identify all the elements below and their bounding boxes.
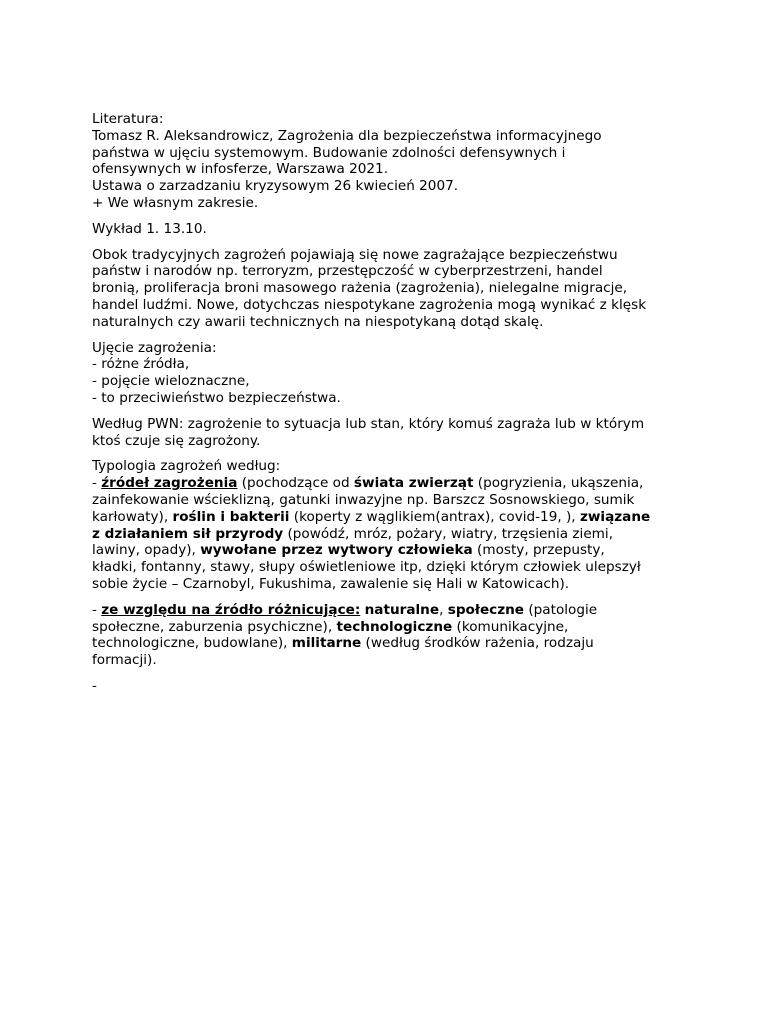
literature-line: Ustawa o zarzadzaniu kryzysowym 26 kwiecień 2007. — [92, 178, 459, 195]
literature-line: Tomasz R. Aleksandrowicz, Zagrożenia dla bezpieczeństwa informacyjnego — [92, 127, 602, 144]
literature-line: + We własnym zakresie. — [92, 194, 259, 211]
source-section — [92, 602, 682, 669]
typology-line — [92, 526, 682, 543]
source-line — [92, 602, 682, 619]
term-social: społeczne — [447, 601, 525, 618]
typology-line — [92, 542, 682, 559]
concept-list-item: - pojęcie wieloznaczne, — [92, 373, 250, 390]
text-run: technologiczne, budowlane), — [92, 635, 292, 652]
typology-line — [92, 475, 682, 492]
term-human-creations: wywołane przez wytwory człowieka — [200, 542, 473, 559]
literature-line: ofensywnych w infosferze, Warszawa 2021. — [92, 161, 389, 178]
intro-paragraph — [92, 247, 682, 331]
text-run: karłowaty), — [92, 508, 173, 525]
intro-line: handel ludźmi. Nowe, dotychczas niespotykane zagrożenia mogą wynikać z klęsk — [92, 296, 647, 313]
dash: - — [92, 475, 102, 492]
intro-line: Obok tradycyjnych zagrożeń pojawiają się nowe zagrażające bezpieczeństwu — [92, 246, 618, 263]
literature-line: państwa w ujęciu systemowym. Budowanie zdolności defensywnych i — [92, 144, 566, 161]
concept-list-item: - różne źródła, — [92, 356, 190, 373]
literature-heading: Literatura: — [92, 111, 164, 127]
term-military: militarne — [291, 635, 362, 652]
typology-line: sobie życie – Czarnobyl, Fukushima, zawalenie się Hali w Katowicach). — [92, 575, 570, 592]
pwn-line: Według PWN: zagrożenie to sytuacja lub stan, który komuś zagraża lub w którym — [92, 415, 645, 432]
concept-section — [92, 340, 682, 407]
typology-heading: Typologia zagrożeń według: — [92, 458, 281, 475]
text-run: (powódź, mróz, pożary, wiatry, trzęsienia ziemi, — [283, 525, 614, 542]
text-run: (według środków rażenia, rodzaju — [361, 635, 594, 652]
dash: - — [92, 601, 102, 618]
term-natural: naturalne — [364, 601, 440, 618]
lecture-heading: Wykład 1. 13.10. — [92, 220, 207, 237]
intro-line: bronią, proliferacja broni masowego rażenia (zagrożenia), nielegalne migracje, — [92, 280, 628, 297]
source-line: formacji). — [92, 652, 157, 669]
text-run: (patologie — [524, 601, 598, 618]
text-run: (koperty z wąglikiem(antrax), covid-19, ), — [289, 508, 580, 525]
source-line — [92, 619, 682, 636]
term-animal-world: świata zwierząt — [353, 475, 474, 492]
concept-list-item: - to przeciwieństwo bezpieczeństwa. — [92, 389, 341, 406]
term-technological: technologiczne — [336, 618, 453, 635]
pwn-line: ktoś czuje się zagrożony. — [92, 432, 261, 449]
literature-section — [92, 111, 682, 212]
typology-line: kładki, fontanny, stawy, słupy oświetleniowe itp, dzięki którym człowiek ulepszył — [92, 559, 641, 576]
term-differentiating-source: ze względu na źródło różnicujące: — [101, 601, 361, 618]
term-forces-of-nature: z działaniem sił przyrody — [92, 525, 284, 542]
typology-line: zainfekowanie wścieklizną, gatunki inwazyjne np. Barszcz Sosnowskiego, sumik — [92, 491, 635, 508]
term-plants-bacteria: roślin i bakterii — [172, 508, 290, 525]
trailing-dash: - — [92, 677, 97, 694]
text-run: (komunikacyjne, — [452, 618, 569, 635]
source-line — [92, 635, 682, 652]
typology-line — [92, 509, 682, 526]
text-run: społeczne, zaburzenia psychiczne), — [92, 618, 337, 635]
typology-section — [92, 458, 682, 592]
intro-line: państw i narodów np. terroryzm, przestępczość w cyberprzestrzeni, handel — [92, 263, 603, 280]
lecture-heading-para — [92, 221, 682, 238]
term-sources-of-threat: źródeł zagrożenia — [101, 475, 238, 492]
text-run: (pogryzienia, ukąszenia, — [473, 475, 644, 492]
text-run: lawiny, opady), — [92, 542, 201, 559]
document-page — [92, 111, 682, 704]
text-run: , — [439, 601, 448, 618]
intro-line: naturalnych czy awarii technicznych na niespotykaną dotąd skalę. — [92, 313, 544, 330]
pwn-definition — [92, 416, 682, 450]
trailing-paragraph — [92, 678, 682, 695]
term-related: związane — [579, 508, 651, 525]
concept-heading: Ujęcie zagrożenia: — [92, 339, 217, 356]
text-run: (pochodzące od — [237, 475, 354, 492]
text-run: (mosty, przepusty, — [472, 542, 605, 559]
